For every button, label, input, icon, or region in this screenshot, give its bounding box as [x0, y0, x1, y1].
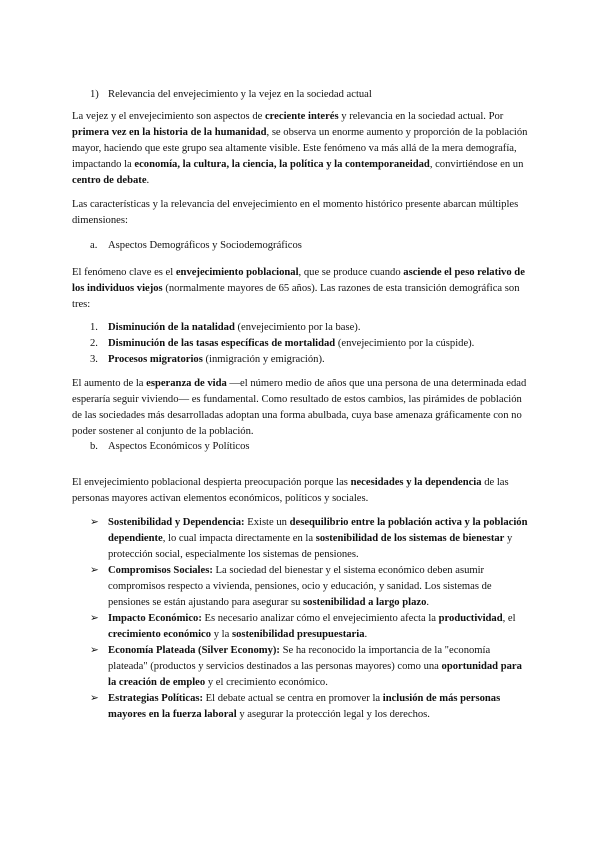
text-run: La vejez y el envejecimiento son aspectos de [72, 111, 265, 122]
list-item [90, 643, 530, 691]
text-run: y la [211, 629, 232, 640]
bold-text: Estrategias Políticas: [108, 693, 204, 704]
subsection-marker: a. [90, 240, 98, 251]
list-number: 1. [90, 322, 98, 333]
text-run: Las características y la relevancia del envejecimiento en el momento histórico presente abarcan múltiples dimensiones: [72, 199, 519, 226]
arrow-bullet-icon: ➢ [90, 517, 99, 528]
arrow-bullet-icon: ➢ [90, 645, 99, 656]
text-run: Existe un [244, 517, 290, 528]
list-item-text [108, 320, 530, 336]
subsection-title: Aspectos Económicos y Políticos [108, 441, 250, 452]
bold-text: esperanza de vida [146, 378, 227, 389]
list-item-text [108, 691, 530, 723]
text-run: y protección social, especialmente los sistemas de pensiones. [108, 533, 513, 560]
bold-text: sostenibilidad presupuestaria [231, 629, 365, 640]
bold-text: Economía Plateada (Silver Economy): [108, 645, 280, 656]
bold-text: desequilibrio entre la población activa y la población dependiente [108, 517, 528, 544]
arrow-bullet-icon: ➢ [90, 693, 99, 704]
text-run: Se ha reconocido la importancia de la "economía plateada" (productos y servicios destinados a las personas mayores) como una [108, 645, 491, 672]
bold-text: Procesos migratorios [108, 354, 203, 365]
bold-text: crecimiento económico [108, 629, 212, 640]
bold-text: primera vez en la historia de la humanidad [72, 127, 267, 138]
dimensions-paragraph [72, 197, 530, 229]
bold-text: asciende el peso relativo de los individuos viejos [72, 267, 525, 294]
list-item [90, 515, 530, 563]
heading-text: Relevancia del envejecimiento y la vejez en la sociedad actual [108, 89, 372, 100]
subsection-marker: b. [90, 441, 98, 452]
text-run: (inmigración y emigración). [202, 354, 325, 365]
bold-text: Impacto Económico: [108, 613, 202, 624]
arrow-bullet-icon: ➢ [90, 613, 99, 624]
text-run: , se observa un enorme aumento y proporción de la población mayor, haciendo que este grupo sea altamente visible. Este fenómeno va más allá de la mera demografía, impactando la [72, 127, 528, 170]
bold-text: inclusión de más personas mayores en la fuerza laboral [108, 693, 501, 720]
text-run: (envejecimiento por la cúspide). [335, 338, 475, 349]
bold-text: productividad [438, 613, 503, 624]
list-item-text [108, 611, 530, 643]
demographic-paragraph [72, 265, 530, 313]
bold-text: Disminución de la natalidad [108, 322, 235, 333]
text-run: . [364, 629, 368, 640]
heading-marker: 1) [90, 89, 99, 100]
text-run: El debate actual se centra en promover la [203, 693, 383, 704]
economic-paragraph [72, 475, 530, 507]
text-run: El fenómeno clave es el [72, 267, 176, 278]
list-item [90, 691, 530, 723]
bold-text: envejecimiento poblacional [175, 267, 299, 278]
list-item [90, 563, 530, 611]
text-run: , convirtiéndose en un [429, 159, 524, 170]
text-run: . [146, 175, 150, 186]
subsection-title: Aspectos Demográficos y Sociodemográficos [108, 240, 302, 251]
list-item-text [108, 336, 530, 352]
list-item [90, 320, 530, 336]
list-number: 3. [90, 354, 98, 365]
text-run: El envejecimiento poblacional despierta preocupación porque las [72, 477, 351, 488]
text-run: Es necesario analizar cómo el envejecimiento afecta la [201, 613, 439, 624]
bold-text: necesidades y la dependencia [350, 477, 482, 488]
list-item [90, 611, 530, 643]
list-item [90, 336, 530, 352]
text-run: La sociedad del bienestar y el sistema económico deben asumir compromisos respecto a vivienda, pensiones, ocio y educación, y sanidad. Los sistemas de pensiones se están ajustando para asegurar su [108, 565, 492, 608]
list-item-text [108, 563, 530, 611]
list-item-text [108, 515, 530, 563]
text-run: (normalmente mayores de 65 años). Las razones de esta transición demográfica son tres: [72, 283, 520, 310]
bold-text: creciente interés [264, 111, 339, 122]
economic-bullets-list [0, 515, 600, 723]
bold-text: economía, la cultura, la ciencia, la política y la contemporaneidad [134, 159, 430, 170]
bold-text: sostenibilidad de los sistemas de bienestar [315, 533, 505, 544]
bold-text: Compromisos Sociales: [108, 565, 213, 576]
bold-text: oportunidad para la creación de empleo [108, 661, 522, 688]
bold-text: Disminución de las tasas específicas de mortalidad [108, 338, 336, 349]
bold-text: centro de debate [72, 175, 147, 186]
text-run: (envejecimiento por la base). [234, 322, 361, 333]
list-item-text [108, 352, 530, 368]
list-item [90, 352, 530, 368]
text-run: , lo cual impacta directamente en la [162, 533, 316, 544]
subsection-a-heading [90, 238, 530, 254]
text-run: y asegurar la protección legal y los derechos. [236, 709, 430, 720]
text-run: , el [502, 613, 516, 624]
text-run: . [426, 597, 430, 608]
reasons-list [0, 320, 600, 368]
arrow-bullet-icon: ➢ [90, 565, 99, 576]
list-item-text [108, 643, 530, 691]
text-run: El aumento de la [72, 378, 147, 389]
text-run: , que se produce cuando [298, 267, 404, 278]
text-run: —el número medio de años que una persona de una determinada edad esperaría seguir viviendo— es fundamental. Como resultado de estos cambios, las pirámides de población de las sociedades más desarrolladas adoptan una forma abulbada, cuya base amenaza gráficamente con no poder sostener al conjunto de la población. [72, 378, 527, 437]
text-run: y el crecimiento económico. [205, 677, 328, 688]
life-expectancy-paragraph [72, 376, 530, 440]
text-run: y relevancia en la sociedad actual. Por [338, 111, 504, 122]
subsection-b-heading [90, 439, 530, 455]
text-run: de las personas mayores activan elementos económicos, políticos y sociales. [72, 477, 509, 504]
section-heading [90, 87, 530, 103]
intro-paragraph [72, 109, 530, 189]
list-number: 2. [90, 338, 98, 349]
bold-text: sostenibilidad a largo plazo [303, 597, 427, 608]
bold-text: Sostenibilidad y Dependencia: [108, 517, 245, 528]
